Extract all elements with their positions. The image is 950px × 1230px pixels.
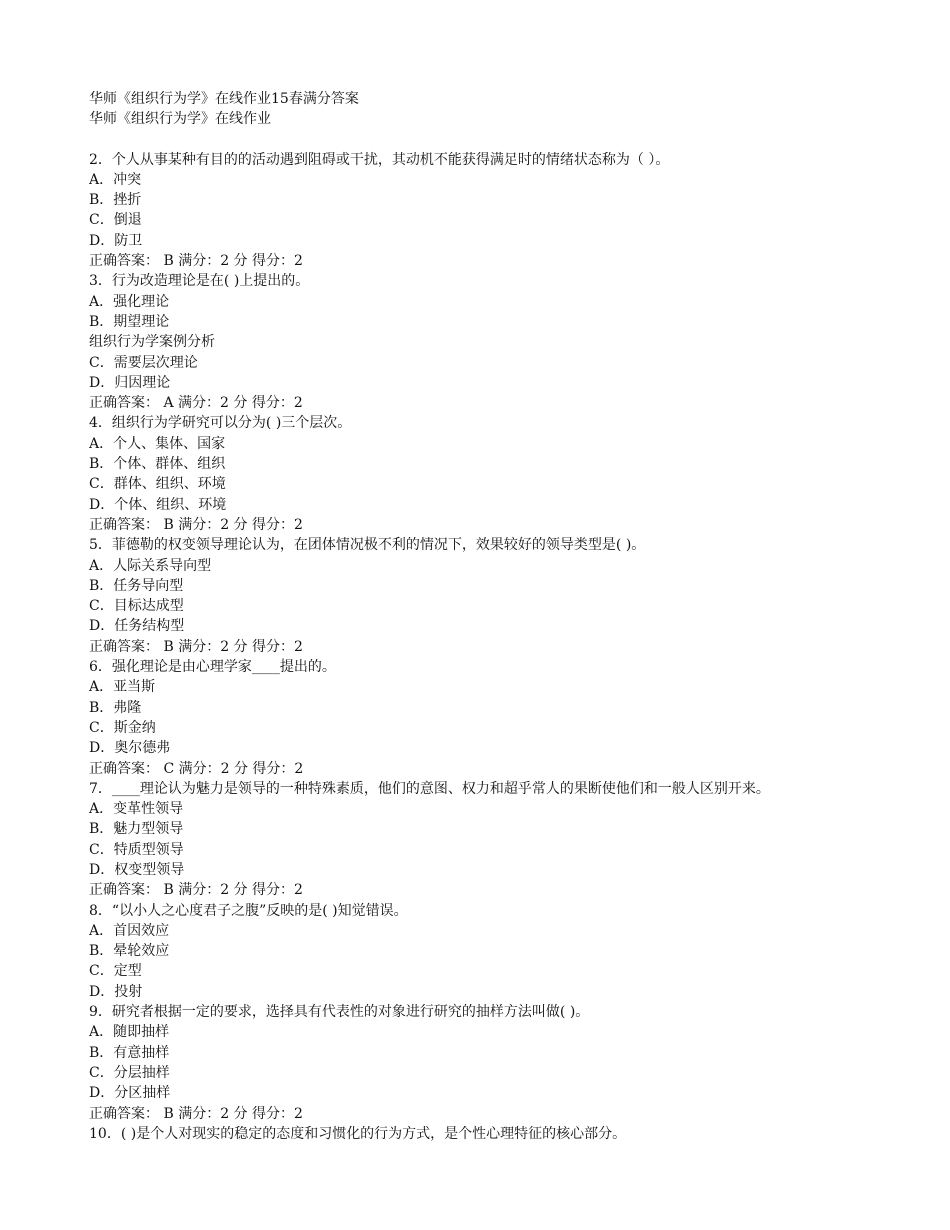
document-line: 正确答案： C 满分：2 分 得分：2 [89,760,304,777]
spacer [89,130,929,150]
document-line: A．随即抽样 [89,1024,170,1041]
document-line: C．斯金纳 [89,719,156,736]
document-line: C．目标达成型 [89,598,184,615]
document-line: A．亚当斯 [89,679,156,696]
document-line: B．任务导向型 [89,577,184,594]
document-line: 10．( )是个人对现实的稳定的态度和习惯化的行为方式，是个性心理特征的核心部分。 [89,1125,627,1142]
question-list [89,150,929,1145]
document-line: 正确答案： B 满分：2 分 得分：2 [89,516,303,533]
document-line: D．奥尔德弗 [89,740,171,757]
document-line: A．冲突 [89,171,142,188]
document-line: B．魅力型领导 [89,821,184,838]
document-line: A．强化理论 [89,293,170,310]
document-line: C．需要层次理论 [89,354,198,371]
document-line: 正确答案： B 满分：2 分 得分：2 [89,638,303,655]
document-subtitle: 华师《组织行为学》在线作业 [89,111,271,128]
document-line: 7．____理论认为魅力是领导的一种特殊素质，他们的意图、权力和超乎常人的果断使他们和一般人区别开来。 [89,780,770,797]
document-line: 正确答案： B 满分：2 分 得分：2 [89,882,303,899]
document-line: C．定型 [89,963,142,980]
document-line: 2．个人从事某种有目的的活动遇到阻碍或干扰，其动机不能获得满足时的情绪状态称为（ ）。 [89,151,670,168]
document-line: A．首因效应 [89,922,170,939]
document-line: C．倒退 [89,212,142,229]
document-line: B．期望理论 [89,313,170,330]
document-page [89,89,929,1144]
document-line: 组织行为学案例分析 [89,334,215,351]
document-line: D．权变型领导 [89,861,185,878]
document-line: 5．菲德勒的权变领导理论认为，在团体情况极不利的情况下，效果较好的领导类型是( )。 [89,537,646,554]
document-line: D．个体、组织、环境 [89,496,227,513]
document-line: 正确答案： A 满分：2 分 得分：2 [89,395,303,412]
document-line: 3．行为改造理论是在( )上提出的。 [89,273,310,290]
document-line: B．晕轮效应 [89,943,170,960]
document-line: 4．组织行为学研究可以分为( )三个层次。 [89,415,352,432]
document-line: 正确答案： B 满分：2 分 得分：2 [89,253,303,270]
document-line: D．任务结构型 [89,618,185,635]
document-line: C．特质型领导 [89,841,184,858]
document-line: B．挫折 [89,192,142,209]
document-line: D．归因理论 [89,374,171,391]
document-line: 正确答案： B 满分：2 分 得分：2 [89,1105,303,1122]
document-line: A．人际关系导向型 [89,557,212,574]
document-title: 华师《组织行为学》在线作业15春满分答案 [89,91,359,107]
document-line: 9．研究者根据一定的要求，选择具有代表性的对象进行研究的抽样方法叫做( )。 [89,1004,590,1021]
document-line: B．有意抽样 [89,1044,170,1061]
document-line: D．投射 [89,983,143,1000]
document-line: D．防卫 [89,232,143,249]
document-line: B．个体、群体、组织 [89,456,226,473]
document-line: 6．强化理论是由心理学家____提出的。 [89,659,336,676]
document-line: D．分区抽样 [89,1085,171,1102]
document-line: A．变革性领导 [89,801,184,818]
document-line: C．群体、组织、环境 [89,476,226,493]
document-line: C．分层抽样 [89,1064,170,1081]
document-line: 8．“以小人之心度君子之腹”反映的是( )知觉错误。 [89,902,408,919]
document-line: B．弗隆 [89,699,142,716]
document-line: A．个人、集体、国家 [89,435,226,452]
